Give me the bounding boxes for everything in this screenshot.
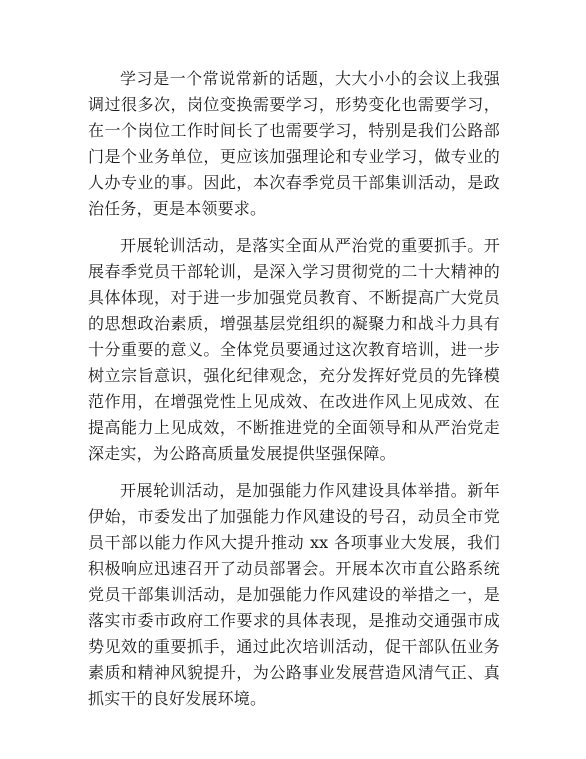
document-body: [88, 66, 500, 723]
paragraph-3: 开展轮训活动，是加强能力作风建设具体举措。新年伊始，市委发出了加强能力作风建设的号召，动员全市党员干部以能力作风大提升推动 xx 各项事业大发展，我们积极响应迅速召开了动员部署会。开展本次市直公路系统党员干部集训活动，是加强能力作风建设的举措之一，是落实市委市政府工作要求的具体表现，是推动交通强市成势见效的重要抓手，通过此次培训活动，促干部队伍业务素质和精神风貌提升，为公路事业发展营造风清气正、真抓实干的良好发展环境。: [88, 481, 500, 708]
paragraph-2: 开展轮训活动，是落实全面从严治党的重要抓手。开展春季党员干部轮训，是深入学习贯彻党的二十大精神的具体体现，对于进一步加强党员教育、不断提高广大党员的思想政治素质，增强基层党组织的凝聚力和战斗力具有十分重要的意义。全体党员要通过这次教育培训，进一步树立宗旨意识，强化纪律观念，充分发挥好党员的先锋模范作用，在增强党性上见成效、在改进作风上见成效、在提高能力上见成效，不断推进党的全面领导和从严治党走深走实，为公路高质量发展提供坚强保障。: [88, 236, 500, 463]
paragraph-1: 学习是一个常说常新的话题，大大小小的会议上我强调过很多次，岗位变换需要学习，形势变化也需要学习，在一个岗位工作时间长了也需要学习，特别是我们公路部门是个业务单位，更应该加强理论和专业学习，做专业的人办专业的事。因此，本次春季党员干部集训活动，是政治任务，更是本领要求。: [88, 69, 500, 218]
